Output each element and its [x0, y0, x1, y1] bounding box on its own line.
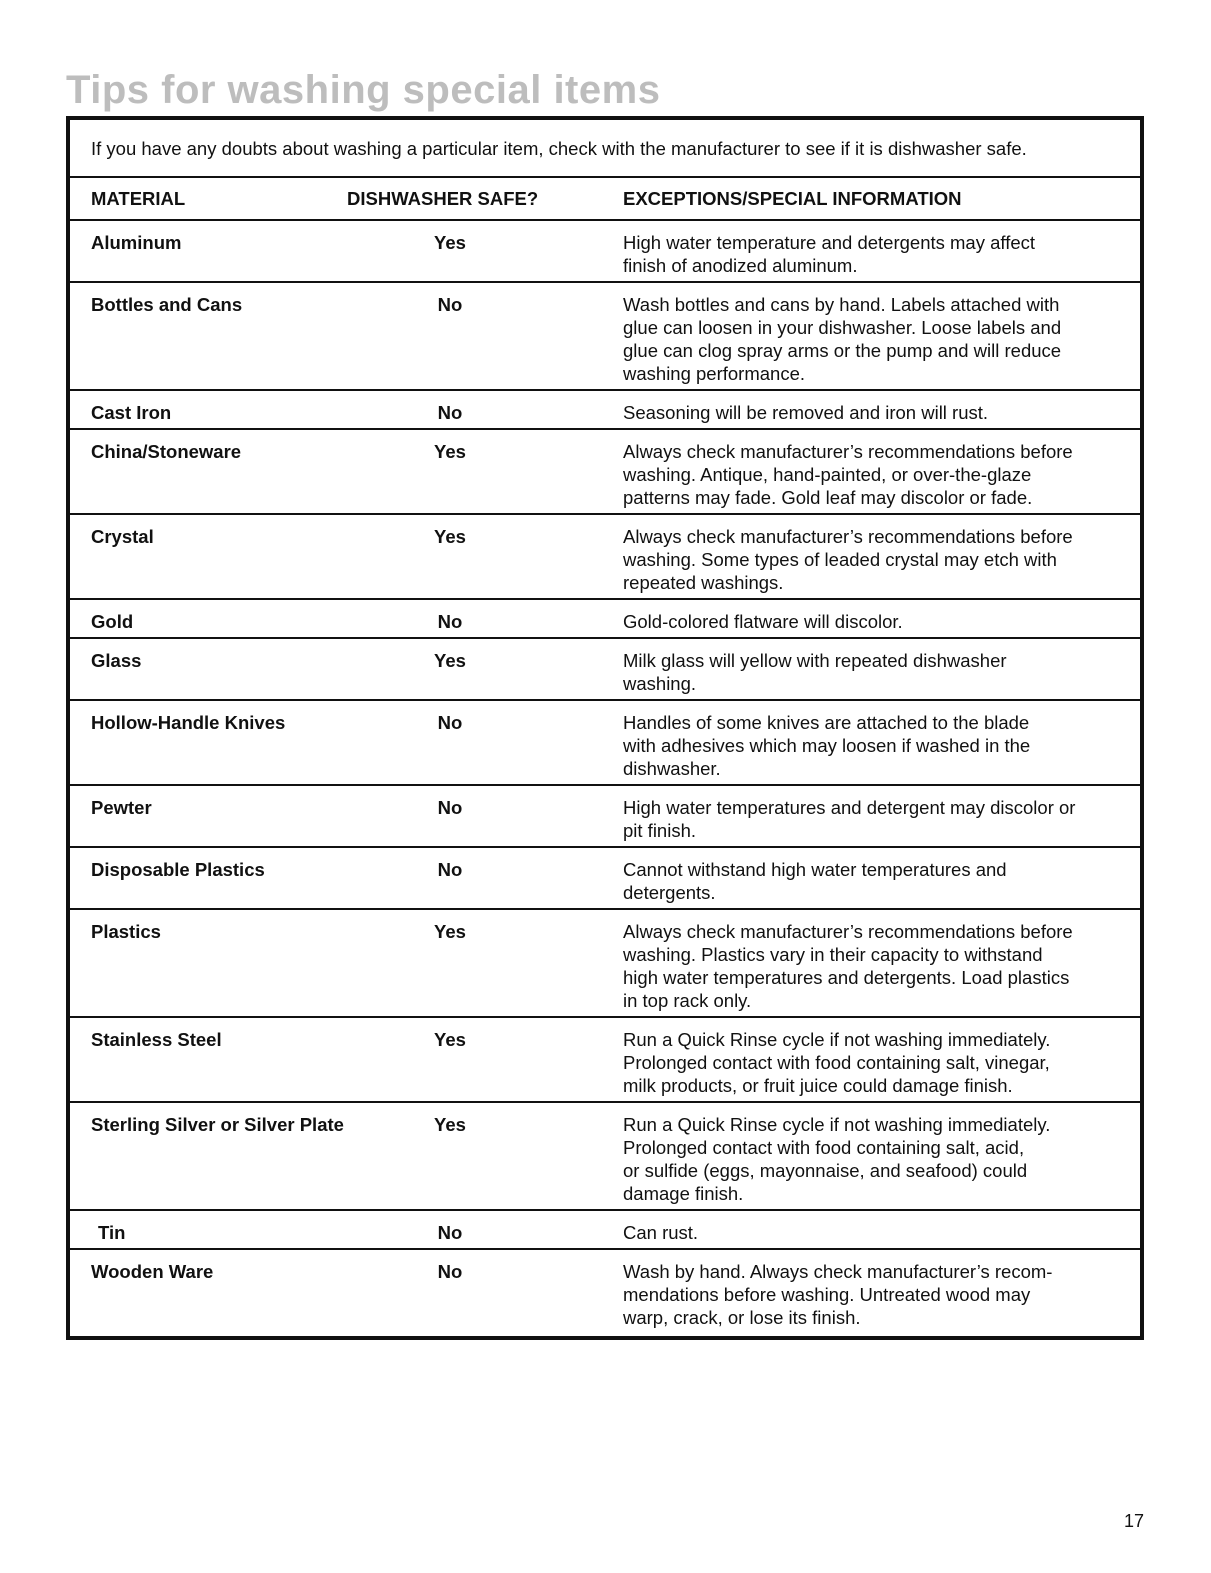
dishwasher-safe-cell: Yes	[434, 526, 466, 547]
special-information-cell: Run a Quick Rinse cycle if not washing immediately. Prolonged contact with food containing salt, acid, or sulfide (eggs, mayonnaise, and seafood) could damage finish.	[623, 1114, 1051, 1204]
special-information-cell: Wash by hand. Always check manufacturer’s recom- mendations before washing. Untreated wood may warp, crack, or lose its finish.	[623, 1261, 1053, 1328]
page-number: 17	[1123, 1511, 1144, 1531]
table-row	[70, 1250, 1140, 1336]
dishwasher-safe-cell: Yes	[434, 650, 466, 671]
dishwasher-safe-cell: Yes	[434, 921, 466, 942]
special-information-cell: Cannot withstand high water temperatures and detergents.	[623, 859, 1007, 903]
special-information-cell: Wash bottles and cans by hand. Labels attached with glue can loosen in your dishwasher. Loose labels and glue can clog spray arms or the pump and will reduce washing performance.	[623, 294, 1062, 384]
table-row	[70, 1103, 1140, 1211]
table-row	[70, 848, 1140, 910]
material-cell: Glass	[91, 650, 142, 671]
table-row	[70, 515, 1140, 600]
table-row	[70, 283, 1140, 391]
material-cell: Wooden Ware	[91, 1261, 214, 1282]
material-cell: Gold	[91, 611, 134, 632]
table-row	[70, 786, 1140, 848]
special-information-cell: Seasoning will be removed and iron will rust.	[623, 402, 989, 423]
special-information-cell: Always check manufacturer’s recommendations before washing. Antique, hand-painted, or over-the-glaze patterns may fade. Gold leaf may discolor or fade.	[623, 441, 1073, 508]
dishwasher-safe-cell: Yes	[434, 232, 466, 253]
table-row	[70, 430, 1140, 515]
table-row	[70, 221, 1140, 283]
material-cell: Sterling Silver or Silver Plate	[91, 1114, 344, 1135]
material-cell: Aluminum	[91, 232, 182, 253]
material-cell: Tin	[98, 1222, 126, 1243]
dishwasher-safe-cell: No	[437, 611, 463, 632]
special-information-cell: Milk glass will yellow with repeated dishwasher washing.	[623, 650, 1007, 694]
table-row	[70, 1018, 1140, 1103]
table-body	[70, 221, 1140, 1336]
dishwasher-safe-cell: No	[437, 294, 463, 315]
page-title: Tips for washing special items	[66, 68, 661, 112]
header-material: MATERIAL	[91, 188, 186, 209]
material-cell: Bottles and Cans	[91, 294, 243, 315]
special-items-table	[66, 116, 1144, 1340]
special-information-cell: Always check manufacturer’s recommendations before washing. Plastics vary in their capacity to withstand high water temperatures and detergents. Load plastics in top rack only.	[623, 921, 1073, 1011]
special-information-cell: Always check manufacturer’s recommendations before washing. Some types of leaded crystal may etch with repeated washings.	[623, 526, 1073, 593]
table-row	[70, 910, 1140, 1018]
table-row	[70, 391, 1140, 430]
table-row	[70, 639, 1140, 701]
table-row	[70, 701, 1140, 786]
material-cell: China/Stoneware	[91, 441, 242, 462]
special-information-cell: Handles of some knives are attached to the blade with adhesives which may loosen if washed in the dishwasher.	[623, 712, 1031, 779]
special-information-cell: Run a Quick Rinse cycle if not washing immediately. Prolonged contact with food containing salt, vinegar, milk products, or fruit juice could damage finish.	[623, 1029, 1051, 1096]
special-information-cell: High water temperatures and detergent may discolor or pit finish.	[623, 797, 1076, 841]
dishwasher-safe-cell: Yes	[434, 1029, 466, 1050]
special-information-cell: High water temperature and detergents may affect finish of anodized aluminum.	[623, 232, 1036, 276]
table-header	[70, 178, 1140, 221]
header-exceptions: EXCEPTIONS/SPECIAL INFORMATION	[623, 188, 962, 209]
material-cell: Hollow-Handle Knives	[91, 712, 286, 733]
dishwasher-safe-cell: No	[437, 402, 463, 423]
material-cell: Cast Iron	[91, 402, 172, 423]
dishwasher-safe-cell: No	[437, 797, 463, 818]
material-cell: Stainless Steel	[91, 1029, 222, 1050]
material-cell: Pewter	[91, 797, 152, 818]
special-information-cell: Gold-colored flatware will discolor.	[623, 611, 903, 632]
special-information-cell: Can rust.	[623, 1222, 699, 1243]
dishwasher-safe-cell: No	[437, 1261, 463, 1282]
material-cell: Crystal	[91, 526, 154, 547]
dishwasher-safe-cell: Yes	[434, 441, 466, 462]
dishwasher-safe-cell: No	[437, 859, 463, 880]
table-row	[70, 1211, 1140, 1250]
table-row	[70, 600, 1140, 639]
material-cell: Disposable Plastics	[91, 859, 265, 880]
dishwasher-safe-cell: No	[437, 712, 463, 733]
dishwasher-safe-cell: No	[437, 1222, 463, 1243]
header-dishwasher-safe: DISHWASHER SAFE?	[347, 188, 539, 209]
material-cell: Plastics	[91, 921, 161, 942]
intro-text: If you have any doubts about washing a particular item, check with the manufacturer to see if it is dishwasher safe.	[70, 120, 1140, 178]
dishwasher-safe-cell: Yes	[434, 1114, 466, 1135]
